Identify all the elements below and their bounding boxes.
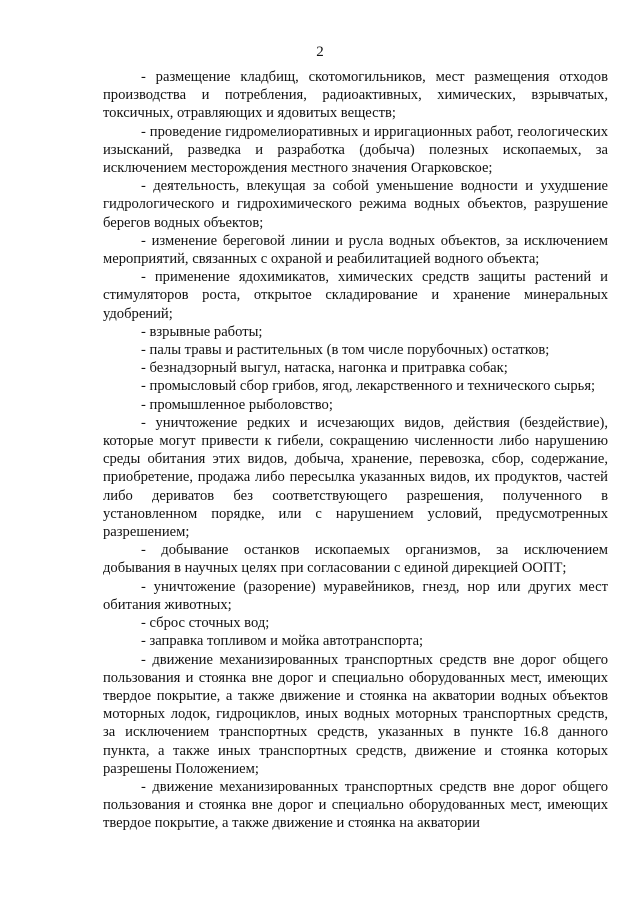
prohibition-item: - промышленное рыболовство; bbox=[141, 396, 333, 413]
prohibition-item: - уничтожение (разорение) муравейников, гнезд, нор или других мест обитания животных; bbox=[103, 578, 608, 613]
prohibition-item: - проведение гидромелиоративных и ирригационных работ, геологических изысканий, разведка и разработка (добыча) полезных ископаемых, за исключением месторождения местного значения Огарковское; bbox=[103, 123, 608, 177]
prohibition-item: - безнадзорный выгул, натаска, нагонка и притравка собак; bbox=[141, 360, 508, 377]
prohibition-item: - движение механизированных транспортных средств вне дорог общего пользования и стоянка вне дорог и специально оборудованных мест, имеющих твердое покрытие, а также движение и стоянка на акватории водных объектов моторных лодок, гидроциклов, иных водных моторных транспортных средств, за исключением транспортных средств, указанных в пункте 16.8 данного пункта, а также иных транспортных средств, движение и стоянка которых разрешены Положением; bbox=[103, 651, 608, 777]
prohibition-item: - уничтожение редких и исчезающих видов, действия (бездействие), которые могут привести к гибели, сокращению численности либо нарушению среды обитания этих видов, добыча, хранение, перевозка, сбор, содержание, приобретение, продажа либо пересылка указанных видов, их продуктов, частей либо дериватов без соответствующего разрешения, полученного в установленном порядке, или с нарушением условий, предусмотренных разрешением; bbox=[103, 414, 608, 541]
page-number: 2 bbox=[316, 44, 324, 60]
document-body bbox=[103, 68, 608, 833]
prohibition-item: - добывание останков ископаемых организмов, за исключением добывания в научных целях при согласовании с единой дирекцией ООПТ; bbox=[103, 542, 608, 577]
prohibition-item: - сброс сточных вод; bbox=[141, 615, 270, 632]
prohibition-item: - размещение кладбищ, скотомогильников, мест размещения отходов производства и потребления, радиоактивных, химических, взрывчатых, токсичных, отравляющих и ядовитых веществ; bbox=[103, 69, 608, 122]
prohibition-item: - взрывные работы; bbox=[141, 323, 263, 340]
prohibition-item: - промысловый сбор грибов, ягод, лекарственного и технического сырья; bbox=[141, 378, 596, 395]
prohibition-item: - применение ядохимикатов, химических средств защиты растений и стимуляторов роста, открытое складирование и хранение минеральных удобрений; bbox=[103, 269, 608, 322]
prohibition-item: - деятельность, влекущая за собой уменьшение водности и ухудшение гидрологического и гидрохимического режима водных объектов, разрушение берегов водных объектов; bbox=[103, 178, 608, 231]
prohibition-item: - заправка топливом и мойка автотранспорта; bbox=[141, 633, 424, 650]
prohibition-item: - палы травы и растительных (в том числе порубочных) остатков; bbox=[141, 342, 550, 359]
prohibition-item: - движение механизированных транспортных средств вне дорог общего пользования и стоянка вне дорог и специально оборудованных мест, имеющих твердое покрытие, а также движение и стоянка на акватории bbox=[103, 778, 608, 832]
prohibition-item: - изменение береговой линии и русла водных объектов, за исключением мероприятий, связанных с охраной и реабилитацией водного объекта; bbox=[103, 232, 608, 268]
